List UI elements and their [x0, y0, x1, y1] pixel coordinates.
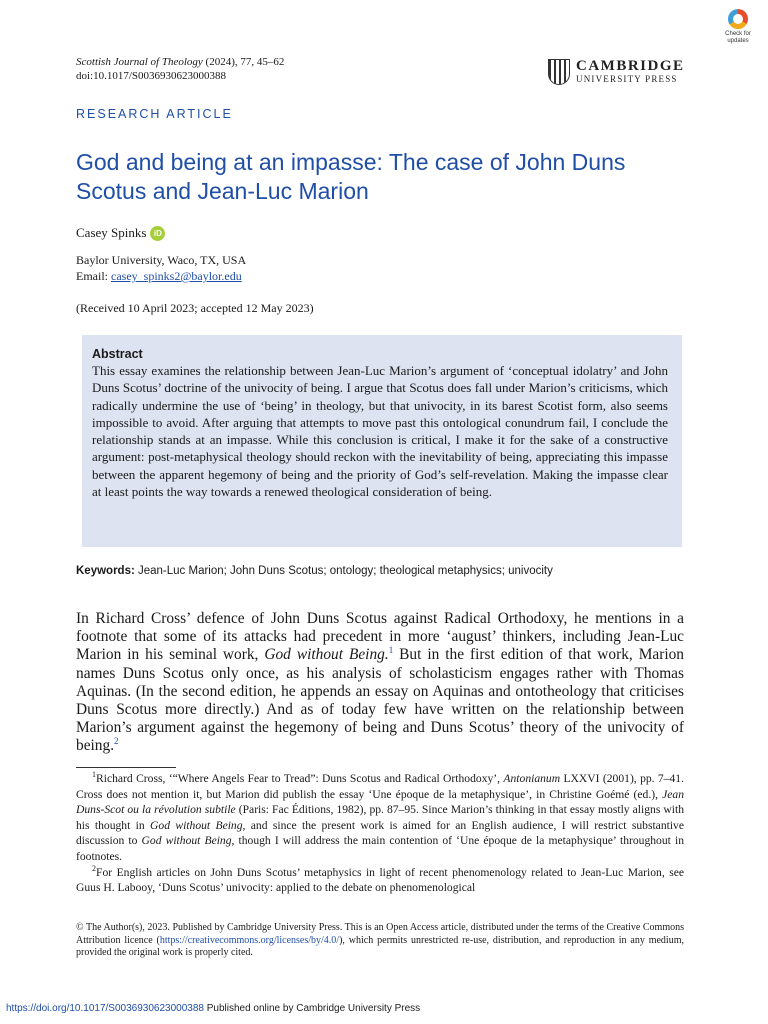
badge-line-2: updates — [727, 38, 749, 44]
keywords-list: Jean-Luc Marion; John Duns Scotus; ontology; theological metaphysics; univocity — [134, 565, 553, 577]
fn1-i: , though I will address the main contention of ‘Une époque de la metaphysique’ throughout in footnotes. — [76, 834, 684, 863]
journal-volume: (2024), 77, 45–62 — [202, 56, 285, 68]
copyright-notice — [76, 922, 684, 960]
license-link[interactable]: https://creativecommons.org/licenses/by/4.0/ — [159, 934, 340, 946]
email-label: Email: — [76, 269, 111, 283]
abstract-heading: Abstract — [92, 347, 143, 361]
fn1-g: , and since the present work is aimed for an English audience, I will restrict substantive discussion to — [76, 818, 685, 848]
copyright-text-a: © The Author(s), 2023. Published by Cambridge University Press. This is an Open Access article, distributed under the terms of the Creative Commons Attribution licence ( — [76, 922, 684, 946]
orcid-icon[interactable]: iD — [150, 226, 165, 241]
copyright-text-b: ), which permits unrestricted re-use, distribution, and reproduction in any medium, provided the original work is properly cited. — [76, 934, 684, 959]
fn1-a: Richard Cross, ‘“Where Angels Fear to Tread”: Duns Scotus and Radical Orthodoxy’, — [96, 772, 504, 785]
footer-doi-link[interactable]: https://doi.org/10.1017/S0036930623000388 — [6, 1003, 204, 1014]
article-type-label: RESEARCH ARTICLE — [76, 107, 233, 121]
footnote-2-number: 2 — [92, 863, 96, 873]
affiliation: Baylor University, Waco, TX, USA — [76, 253, 247, 267]
journal-citation — [76, 55, 284, 70]
abstract-text: This essay examines the relationship between Jean-Luc Marion’s argument of ‘conceptual idolatry’ and John Duns Scotus’ doctrine of the univocity of being. I argue that Scotus does fall under Marion’s criticisms, which radically undermine the use of ‘being’ in theology, but that univocity, in its barest Scotist form, also seems impossible to avoid. After arguing that attempts to move past this ontological conundrum fail, I conclude the relationship stands at an impasse. While this conclusion is critical, I make it for the sake of a constructive argument: post-metaphysical theology should reckon with the inevitability of being, appreciating this impasse between the apparent hegemony of being and the priority of God’s self-revelation. Making the impasse clear at least points the way towards a renewed theological consideration of being. — [92, 363, 668, 500]
fn1-c: LXXVI (2001), pp. 7–41. Cross does not mention it, but Marion did publish the essay ‘Une époque de la metaphysique’, in Christine Goémé (ed.), — [76, 772, 685, 801]
fn1-d: Jean Duns-Scot ou la révolution subtile — [76, 787, 684, 817]
footnote-ref-2[interactable]: 2 — [114, 736, 119, 747]
body-text-2: But in the first edition of that work, Marion names Duns Scotus only once, as his analysis of scholasticism engages rather with Thomas Aquinas. (In the second edition, he appends an essay on Aquinas and ontotheology that criticises Duns Scotus more directly.) And as of today few have written on the relationship between Marion’s argument against the hegemony of being and Duns Scotus’ theory of the univocity of being. — [76, 646, 684, 755]
body-paragraph — [76, 610, 684, 756]
footnote-2 — [76, 865, 684, 896]
badge-line-1: Check for — [725, 31, 751, 37]
footer-text: Published online by Cambridge University Press — [203, 1003, 421, 1014]
publisher-name: CAMBRIDGE — [576, 58, 685, 74]
body-text-1: In Richard Cross’ defence of John Duns Scotus against Radical Orthodoxy, he mentions in a footnote that some of its attacks had precedent in more ‘august’ thinkers, including Jean-Luc Marion in his seminal work, — [76, 610, 684, 664]
footnote-ref-1[interactable]: 1 — [388, 645, 394, 656]
publisher-logo — [548, 58, 685, 86]
article-doi: doi:10.1017/S0036930623000388 — [76, 70, 227, 82]
page-footer — [6, 1003, 420, 1014]
footnote-rule — [76, 767, 176, 768]
keywords — [76, 565, 553, 577]
check-for-updates-badge[interactable] — [718, 8, 758, 44]
author-name[interactable]: Casey Spinks — [76, 225, 147, 240]
abstract-box — [82, 335, 682, 547]
publisher-subname: UNIVERSITY PRESS — [576, 74, 678, 84]
crossmark-icon — [728, 9, 748, 29]
keywords-label: Keywords: — [76, 565, 135, 577]
footnote-1-number: 1 — [92, 770, 96, 780]
fn1-f: God without Being — [150, 818, 243, 832]
footnotes — [76, 771, 684, 896]
fn1-b: Antonianum — [503, 772, 561, 785]
received-dates: (Received 10 April 2023; accepted 12 May 2023) — [76, 301, 314, 315]
fn1-h: God without Being — [141, 834, 232, 848]
book-title: God without Being. — [264, 646, 389, 664]
email-line — [76, 268, 246, 284]
journal-name: Scottish Journal of Theology — [76, 56, 203, 68]
crest-icon — [548, 59, 570, 85]
affiliation-block — [76, 252, 246, 284]
email-link[interactable]: casey_spinks2@baylor.edu — [111, 269, 242, 283]
fn1-e: (Paris: Fac Éditions, 1982), pp. 87–95. Since Marion’s thinking in that essay mostly aligns with his thought in — [76, 803, 684, 832]
article-title: God and being at an impasse: The case of John Duns Scotus and Jean-Luc Marion — [76, 149, 626, 204]
fn2-text: For English articles on John Duns Scotus’ metaphysics in light of recent phenomenology related to Jean-Luc Marion, see Guus H. Labooy, ‘Duns Scotus’ univocity: applied to the debate on phenomenological — [76, 865, 684, 895]
footnote-1 — [76, 771, 684, 865]
author-line — [76, 225, 165, 241]
